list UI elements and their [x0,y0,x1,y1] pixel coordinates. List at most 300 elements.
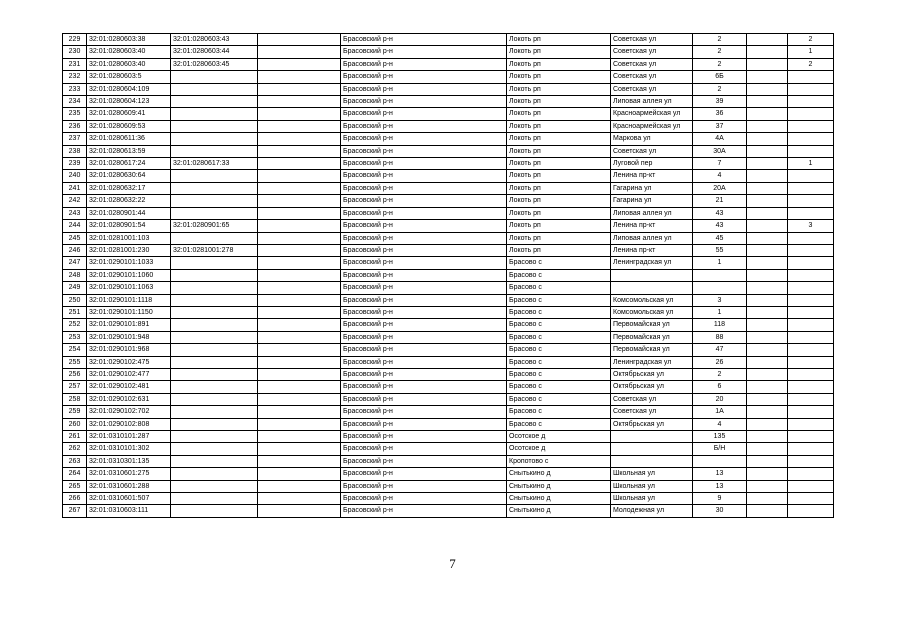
house-number-cell: 13 [693,480,747,492]
blank-cell [258,207,341,219]
settlement-cell: Локоть рп [507,244,611,256]
apartment-cell [747,368,788,380]
cadastral-number-cell: 32:01:0280901:44 [87,207,171,219]
district-cell: Брасовский р-н [341,331,507,343]
house-number-cell: 26 [693,356,747,368]
apartment-cell [747,418,788,430]
cadastral-number-cell: 32:01:0310101:302 [87,443,171,455]
street-cell [611,269,693,281]
cadastral-number-cell: 32:01:0281001:230 [87,244,171,256]
linked-cadastral-cell [171,170,258,182]
street-cell: Октябрьская ул [611,418,693,430]
count-cell [788,108,834,120]
row-number-cell: 238 [63,145,87,157]
apartment-cell [747,232,788,244]
row-number-cell: 254 [63,344,87,356]
table-row [63,306,834,318]
cadastral-number-cell: 32:01:0290101:948 [87,331,171,343]
row-number-cell: 262 [63,443,87,455]
settlement-cell: Кропотово с [507,455,611,467]
apartment-cell [747,406,788,418]
row-number-cell: 246 [63,244,87,256]
linked-cadastral-cell: 32:01:0280617:33 [171,158,258,170]
count-cell [788,195,834,207]
row-number-cell: 261 [63,431,87,443]
row-number-cell: 247 [63,257,87,269]
settlement-cell: Локоть рп [507,145,611,157]
cadastral-number-cell: 32:01:0280604:123 [87,96,171,108]
house-number-cell: 45 [693,232,747,244]
street-cell: Липовая аллея ул [611,232,693,244]
house-number-cell: 47 [693,344,747,356]
row-number-cell: 235 [63,108,87,120]
row-number-cell: 249 [63,282,87,294]
apartment-cell [747,356,788,368]
settlement-cell: Брасово с [507,406,611,418]
house-number-cell: 39 [693,96,747,108]
row-number-cell: 263 [63,455,87,467]
cadastral-number-cell: 32:01:0280630:64 [87,170,171,182]
count-cell [788,406,834,418]
district-cell: Брасовский р-н [341,158,507,170]
linked-cadastral-cell [171,480,258,492]
district-cell: Брасовский р-н [341,282,507,294]
district-cell: Брасовский р-н [341,418,507,430]
apartment-cell [747,443,788,455]
cadastral-number-cell: 32:01:0290102:477 [87,368,171,380]
house-number-cell: 1А [693,406,747,418]
cadastral-number-cell: 32:01:0280901:54 [87,220,171,232]
table-row [63,145,834,157]
district-cell: Брасовский р-н [341,455,507,467]
house-number-cell: 2 [693,58,747,70]
district-cell: Брасовский р-н [341,207,507,219]
table-row [63,58,834,70]
apartment-cell [747,158,788,170]
blank-cell [258,455,341,467]
row-number-cell: 256 [63,368,87,380]
count-cell [788,71,834,83]
district-cell: Брасовский р-н [341,96,507,108]
settlement-cell: Брасово с [507,381,611,393]
table-row [63,232,834,244]
street-cell: Советская ул [611,83,693,95]
row-number-cell: 244 [63,220,87,232]
table-row [63,182,834,194]
cadastral-number-cell: 32:01:0280603:38 [87,34,171,46]
district-cell: Брасовский р-н [341,480,507,492]
district-cell: Брасовский р-н [341,368,507,380]
count-cell [788,269,834,281]
house-number-cell: 30 [693,505,747,517]
house-number-cell: 20 [693,393,747,405]
street-cell: Советская ул [611,34,693,46]
house-number-cell: 4А [693,133,747,145]
house-number-cell: 9 [693,493,747,505]
district-cell: Брасовский р-н [341,34,507,46]
linked-cadastral-cell [171,207,258,219]
linked-cadastral-cell: 32:01:0280603:45 [171,58,258,70]
street-cell: Молодежная ул [611,505,693,517]
street-cell: Октябрьская ул [611,368,693,380]
house-number-cell: 55 [693,244,747,256]
district-cell: Брасовский р-н [341,431,507,443]
count-cell [788,294,834,306]
settlement-cell: Брасово с [507,331,611,343]
apartment-cell [747,108,788,120]
cadastral-number-cell: 32:01:0310101:287 [87,431,171,443]
table-row [63,195,834,207]
apartment-cell [747,46,788,58]
settlement-cell: Локоть рп [507,58,611,70]
linked-cadastral-cell [171,406,258,418]
count-cell [788,468,834,480]
blank-cell [258,195,341,207]
settlement-cell: Брасово с [507,368,611,380]
table-row [63,356,834,368]
count-cell [788,244,834,256]
district-cell: Брасовский р-н [341,195,507,207]
cadastral-number-cell: 32:01:0290101:1060 [87,269,171,281]
linked-cadastral-cell [171,108,258,120]
settlement-cell: Брасово с [507,306,611,318]
count-cell [788,207,834,219]
count-cell: 3 [788,220,834,232]
blank-cell [258,257,341,269]
house-number-cell: 4 [693,418,747,430]
cadastral-number-cell: 32:01:0290101:1063 [87,282,171,294]
cadastral-number-cell: 32:01:0280603:5 [87,71,171,83]
cadastral-number-cell: 32:01:0310301:135 [87,455,171,467]
linked-cadastral-cell [171,381,258,393]
house-number-cell: 118 [693,319,747,331]
apartment-cell [747,331,788,343]
apartment-cell [747,393,788,405]
apartment-cell [747,195,788,207]
linked-cadastral-cell [171,331,258,343]
cadastral-number-cell: 32:01:0310601:288 [87,480,171,492]
apartment-cell [747,282,788,294]
house-number-cell: 36 [693,108,747,120]
count-cell [788,418,834,430]
blank-cell [258,145,341,157]
settlement-cell: Брасово с [507,269,611,281]
linked-cadastral-cell [171,344,258,356]
district-cell: Брасовский р-н [341,145,507,157]
linked-cadastral-cell [171,505,258,517]
house-number-cell: 2 [693,83,747,95]
row-number-cell: 234 [63,96,87,108]
table-row [63,170,834,182]
linked-cadastral-cell [171,120,258,132]
street-cell: Школьная ул [611,493,693,505]
count-cell [788,344,834,356]
count-cell: 1 [788,158,834,170]
apartment-cell [747,133,788,145]
row-number-cell: 252 [63,319,87,331]
house-number-cell: 3 [693,294,747,306]
house-number-cell: 2 [693,34,747,46]
table-row [63,468,834,480]
street-cell: Советская ул [611,58,693,70]
cadastral-number-cell: 32:01:0290102:808 [87,418,171,430]
house-number-cell: 7 [693,158,747,170]
street-cell: Школьная ул [611,480,693,492]
house-number-cell [693,269,747,281]
table-row [63,294,834,306]
blank-cell [258,46,341,58]
row-number-cell: 255 [63,356,87,368]
house-number-cell: 6 [693,381,747,393]
settlement-cell: Локоть рп [507,207,611,219]
blank-cell [258,83,341,95]
linked-cadastral-cell [171,455,258,467]
blank-cell [258,96,341,108]
linked-cadastral-cell [171,182,258,194]
settlement-cell: Снытькино д [507,505,611,517]
blank-cell [258,393,341,405]
settlement-cell: Локоть рп [507,46,611,58]
district-cell: Брасовский р-н [341,232,507,244]
street-cell: Советская ул [611,46,693,58]
count-cell [788,431,834,443]
house-number-cell: 1 [693,306,747,318]
house-number-cell: 1 [693,257,747,269]
table-row [63,207,834,219]
cadastral-number-cell: 32:01:0310601:507 [87,493,171,505]
count-cell [788,257,834,269]
count-cell [788,133,834,145]
settlement-cell: Брасово с [507,282,611,294]
cadastral-number-cell: 32:01:0280603:40 [87,58,171,70]
apartment-cell [747,455,788,467]
district-cell: Брасовский р-н [341,182,507,194]
district-cell: Брасовский р-н [341,120,507,132]
cadastral-number-cell: 32:01:0280609:41 [87,108,171,120]
street-cell: Школьная ул [611,468,693,480]
district-cell: Брасовский р-н [341,356,507,368]
district-cell: Брасовский р-н [341,244,507,256]
linked-cadastral-cell [171,133,258,145]
street-cell: Советская ул [611,145,693,157]
house-number-cell [693,455,747,467]
row-number-cell: 248 [63,269,87,281]
settlement-cell: Локоть рп [507,158,611,170]
house-number-cell: 6Б [693,71,747,83]
house-number-cell: 13 [693,468,747,480]
row-number-cell: 264 [63,468,87,480]
blank-cell [258,120,341,132]
street-cell: Комсомольская ул [611,306,693,318]
count-cell [788,145,834,157]
apartment-cell [747,257,788,269]
table-row [63,282,834,294]
district-cell: Брасовский р-н [341,381,507,393]
blank-cell [258,356,341,368]
settlement-cell: Локоть рп [507,182,611,194]
settlement-cell: Брасово с [507,344,611,356]
street-cell: Октябрьская ул [611,381,693,393]
street-cell: Луговой пер [611,158,693,170]
settlement-cell: Локоть рп [507,34,611,46]
row-number-cell: 237 [63,133,87,145]
settlement-cell: Локоть рп [507,220,611,232]
house-number-cell: 43 [693,207,747,219]
settlement-cell: Снытькино д [507,480,611,492]
linked-cadastral-cell [171,319,258,331]
row-number-cell: 251 [63,306,87,318]
apartment-cell [747,468,788,480]
apartment-cell [747,182,788,194]
row-number-cell: 241 [63,182,87,194]
linked-cadastral-cell [171,257,258,269]
linked-cadastral-cell [171,269,258,281]
linked-cadastral-cell [171,431,258,443]
district-cell: Брасовский р-н [341,83,507,95]
settlement-cell: Брасово с [507,257,611,269]
linked-cadastral-cell [171,493,258,505]
linked-cadastral-cell [171,468,258,480]
apartment-cell [747,120,788,132]
blank-cell [258,505,341,517]
count-cell [788,170,834,182]
table-row [63,158,834,170]
row-number-cell: 259 [63,406,87,418]
apartment-cell [747,244,788,256]
street-cell [611,455,693,467]
apartment-cell [747,294,788,306]
table-row [63,418,834,430]
district-cell: Брасовский р-н [341,344,507,356]
house-number-cell: 2 [693,46,747,58]
district-cell: Брасовский р-н [341,257,507,269]
cadastral-number-cell: 32:01:0290101:1150 [87,306,171,318]
blank-cell [258,480,341,492]
house-number-cell: 2 [693,368,747,380]
table-row [63,71,834,83]
district-cell: Брасовский р-н [341,393,507,405]
apartment-cell [747,381,788,393]
settlement-cell: Брасово с [507,294,611,306]
street-cell: Ленина пр-кт [611,220,693,232]
apartment-cell [747,319,788,331]
row-number-cell: 265 [63,480,87,492]
street-cell [611,431,693,443]
street-cell: Гагарина ул [611,182,693,194]
row-number-cell: 242 [63,195,87,207]
apartment-cell [747,96,788,108]
page-number: 7 [449,556,456,571]
apartment-cell [747,220,788,232]
blank-cell [258,34,341,46]
district-cell: Брасовский р-н [341,220,507,232]
row-number-cell: 267 [63,505,87,517]
blank-cell [258,133,341,145]
row-number-cell: 230 [63,46,87,58]
table-row [63,133,834,145]
street-cell: Советская ул [611,393,693,405]
table-row [63,331,834,343]
district-cell: Брасовский р-н [341,269,507,281]
table-row [63,220,834,232]
apartment-cell [747,493,788,505]
row-number-cell: 239 [63,158,87,170]
count-cell [788,282,834,294]
settlement-cell: Осотское д [507,431,611,443]
blank-cell [258,170,341,182]
table-row [63,443,834,455]
settlement-cell: Брасово с [507,393,611,405]
street-cell: Ленинградская ул [611,356,693,368]
table-row [63,406,834,418]
blank-cell [258,418,341,430]
blank-cell [258,294,341,306]
linked-cadastral-cell: 32:01:0280901:65 [171,220,258,232]
district-cell: Брасовский р-н [341,443,507,455]
cadastral-number-cell: 32:01:0280632:22 [87,195,171,207]
apartment-cell [747,71,788,83]
house-number-cell: 88 [693,331,747,343]
street-cell: Первомайская ул [611,331,693,343]
house-number-cell [693,282,747,294]
cadastral-number-cell: 32:01:0290101:1118 [87,294,171,306]
street-cell: Липовая аллея ул [611,96,693,108]
district-cell: Брасовский р-н [341,294,507,306]
cadastral-number-cell: 32:01:0290102:475 [87,356,171,368]
street-cell: Советская ул [611,71,693,83]
house-number-cell: 21 [693,195,747,207]
settlement-cell: Снытькино д [507,493,611,505]
street-cell: Красноармейская ул [611,108,693,120]
count-cell [788,443,834,455]
row-number-cell: 243 [63,207,87,219]
table-row [63,480,834,492]
linked-cadastral-cell [171,232,258,244]
count-cell: 1 [788,46,834,58]
count-cell [788,356,834,368]
linked-cadastral-cell [171,294,258,306]
apartment-cell [747,170,788,182]
count-cell [788,381,834,393]
cadastral-number-cell: 32:01:0280611:36 [87,133,171,145]
district-cell: Брасовский р-н [341,406,507,418]
district-cell: Брасовский р-н [341,71,507,83]
house-number-cell: 135 [693,431,747,443]
cadastral-number-cell: 32:01:0290101:968 [87,344,171,356]
linked-cadastral-cell: 32:01:0281001:278 [171,244,258,256]
street-cell: Гагарина ул [611,195,693,207]
count-cell [788,455,834,467]
cadastral-number-cell: 32:01:0290101:1033 [87,257,171,269]
blank-cell [258,182,341,194]
blank-cell [258,232,341,244]
house-number-cell: 37 [693,120,747,132]
count-cell [788,393,834,405]
district-cell: Брасовский р-н [341,108,507,120]
district-cell: Брасовский р-н [341,306,507,318]
row-number-cell: 257 [63,381,87,393]
blank-cell [258,381,341,393]
linked-cadastral-cell [171,418,258,430]
table-row [63,244,834,256]
street-cell: Ленина пр-кт [611,170,693,182]
settlement-cell: Локоть рп [507,133,611,145]
blank-cell [258,331,341,343]
table-row [63,269,834,281]
linked-cadastral-cell [171,356,258,368]
settlement-cell: Локоть рп [507,71,611,83]
linked-cadastral-cell [171,96,258,108]
